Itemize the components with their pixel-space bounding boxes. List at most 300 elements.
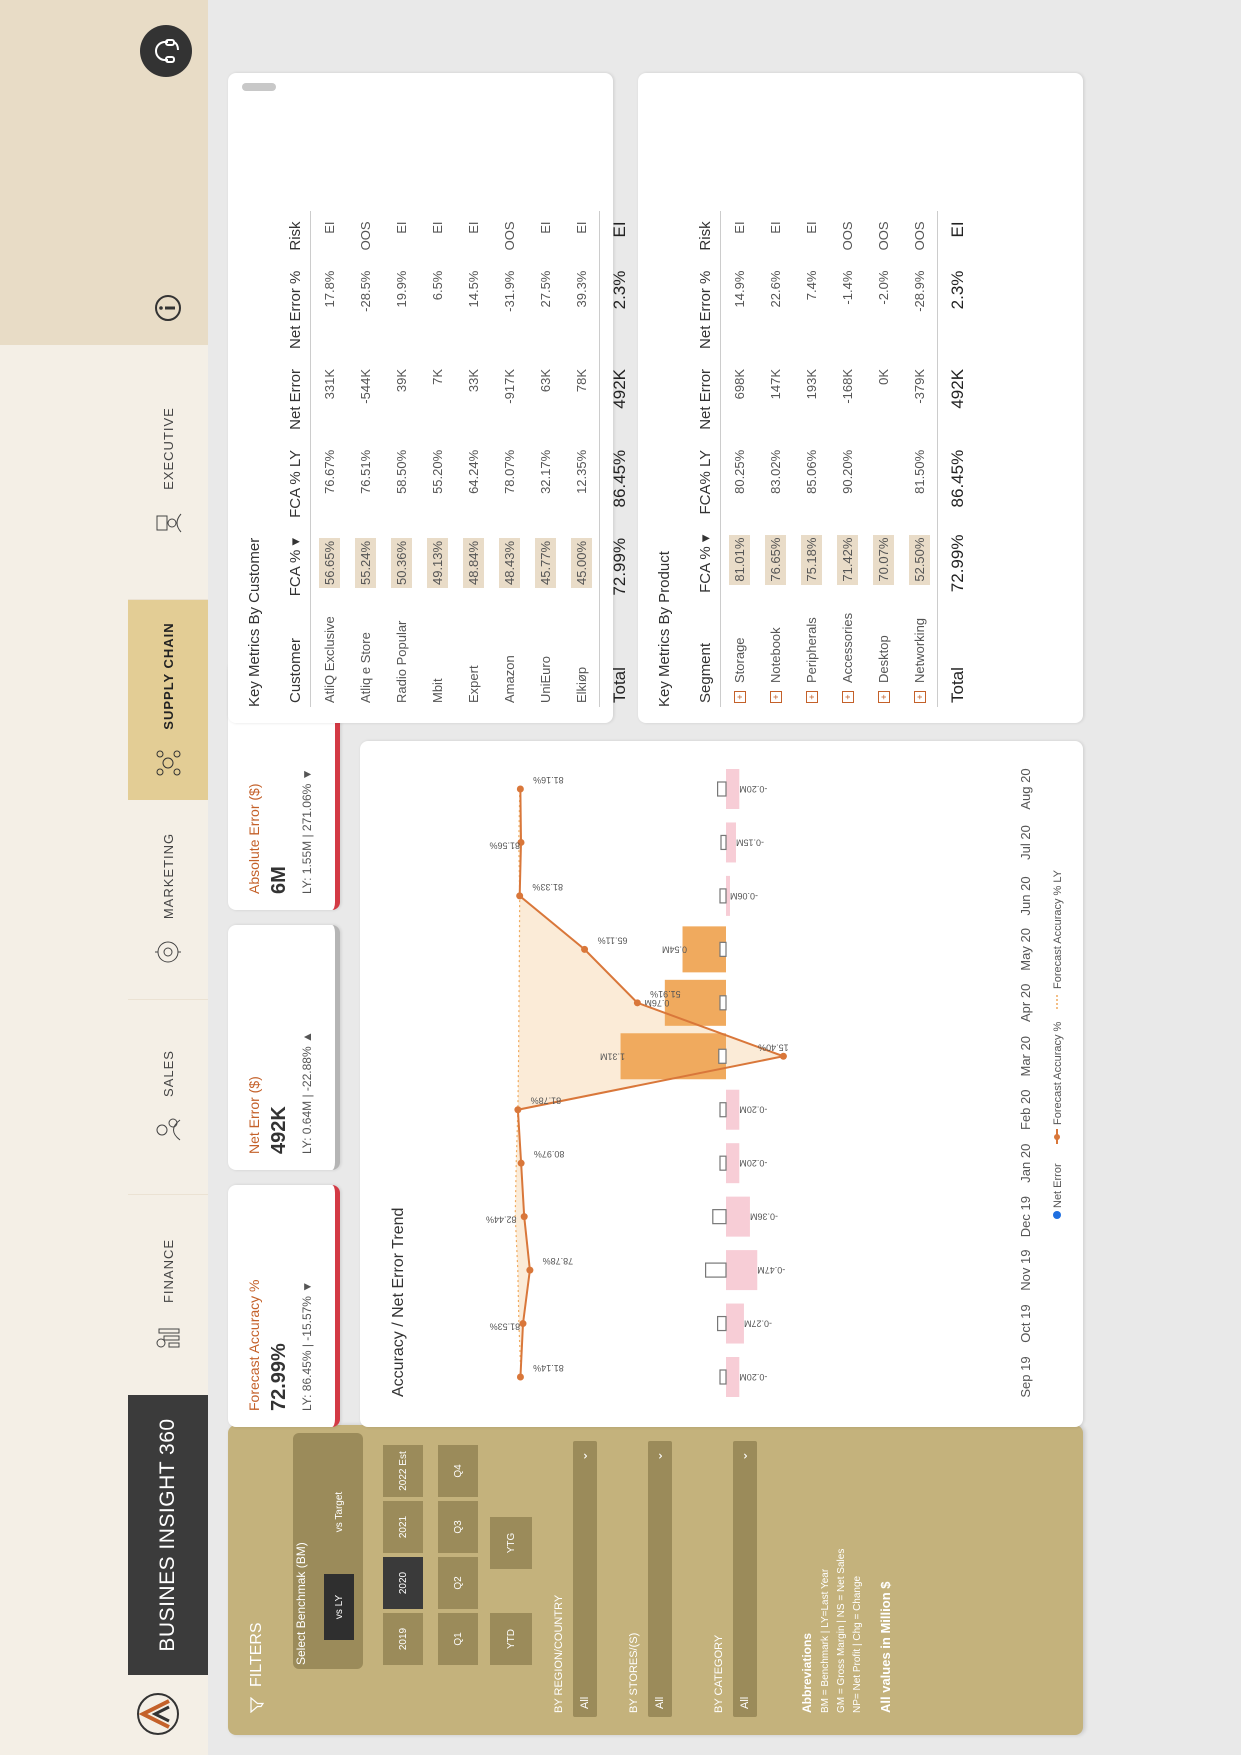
row-label xyxy=(419,606,455,707)
row-label xyxy=(491,606,527,707)
bar-data-label: -0.20M xyxy=(739,784,768,794)
cell-text: AtliQ Exclusive xyxy=(321,616,337,703)
table-cell: EI xyxy=(803,221,819,234)
bar-data-label: 1.31M xyxy=(600,1051,626,1062)
bar-data-label: -0.06M xyxy=(729,890,758,901)
cell-text: Notebook xyxy=(767,627,783,683)
table-cell: EI xyxy=(429,221,445,234)
accuracy-data-label: 81.33% xyxy=(532,881,563,892)
table-cell: 193K xyxy=(803,368,819,400)
table-cell: EI xyxy=(767,221,783,234)
table-cell: 85.06% xyxy=(803,449,819,494)
net-error-bar[interactable] xyxy=(726,1304,744,1344)
total-cell: Total xyxy=(600,606,641,707)
table-cell: OOS xyxy=(875,221,891,251)
chart-title: Accuracy / Net Error Trend xyxy=(390,1207,407,1397)
category-select[interactable] xyxy=(733,1441,757,1717)
quarter-q2[interactable]: Q2 xyxy=(438,1557,478,1609)
table-cell: 7.4% xyxy=(803,270,819,301)
ytg-button[interactable]: YTG xyxy=(490,1517,532,1569)
total-cell: 86.45% xyxy=(600,440,641,528)
column-header: Segment xyxy=(696,603,721,707)
accuracy-ly-data-label: 81.56% xyxy=(489,840,521,851)
table-row[interactable] xyxy=(383,211,419,707)
cell-text: 56.65% xyxy=(319,538,340,588)
customer-table-title: Key Metrics By Customer xyxy=(246,537,263,707)
stores-filter-label: BY STORES/(S) xyxy=(628,1632,640,1713)
table-row[interactable] xyxy=(527,211,563,707)
accuracy-point[interactable] xyxy=(517,786,524,793)
quarter-slicer xyxy=(438,1445,478,1665)
column-header: Net Error % xyxy=(286,261,311,359)
table-row[interactable] xyxy=(793,211,829,707)
fca-cell xyxy=(455,528,491,606)
net-error-bar[interactable] xyxy=(726,1197,750,1237)
cell-text: Storage xyxy=(731,637,747,683)
accuracy-data-label: 81.78% xyxy=(530,1095,562,1106)
column-header: Net Error xyxy=(696,359,721,440)
legend-accuracy-point-icon xyxy=(1054,1134,1060,1140)
x-tick-label: Jan 20 xyxy=(1018,1143,1033,1183)
bar-data-label: -0.27M xyxy=(743,1318,772,1329)
accuracy-point[interactable] xyxy=(518,1160,525,1167)
expand-icon[interactable]: + xyxy=(878,691,890,703)
accuracy-data-label: 65.11% xyxy=(597,935,628,946)
table-cell: 64.24% xyxy=(465,449,481,494)
fca-cell xyxy=(347,528,383,606)
category-filter-label: BY CATEGORY xyxy=(713,1634,725,1713)
table-cell: -168K xyxy=(839,368,855,404)
table-cell: EI xyxy=(537,221,553,234)
net-error-ly-marker xyxy=(720,1370,726,1384)
tab-supply-chain[interactable] xyxy=(128,599,208,800)
table-cell: 83.02% xyxy=(767,449,783,494)
table-cell: 78.07% xyxy=(501,449,517,494)
net-error-ly-marker xyxy=(720,1156,726,1170)
cell-text: 55.24% xyxy=(355,538,376,588)
filter-icon xyxy=(249,1697,265,1713)
table-cell: OOS xyxy=(839,221,855,251)
x-tick-label: Jun 20 xyxy=(1018,876,1033,916)
year-2021[interactable]: 2021 xyxy=(383,1501,423,1553)
fca-cell xyxy=(311,528,348,606)
year-slicer xyxy=(383,1445,423,1665)
x-tick-label: May 20 xyxy=(1018,928,1033,971)
table-row[interactable] xyxy=(311,211,348,707)
tab-executive[interactable] xyxy=(128,344,208,600)
table-cell: 78K xyxy=(573,368,589,393)
kpi-comparison: LY: 1.55M | 271.06% ▼ xyxy=(300,768,314,894)
chevron-down-icon: ⌄ xyxy=(736,1451,750,1462)
cell-text: 48.84% xyxy=(463,538,484,588)
net-error-bar[interactable] xyxy=(726,1250,757,1290)
accuracy-ly-data-label: 81.53% xyxy=(489,1321,521,1332)
total-cell: 492K xyxy=(938,359,979,440)
cell-text: Expert xyxy=(465,665,481,703)
tab-executive-label: EXECUTIVE xyxy=(160,407,176,490)
executive-icon xyxy=(153,508,183,538)
table-cell: -31.9% xyxy=(501,270,517,312)
net-error-bar[interactable] xyxy=(726,1143,739,1183)
x-tick-label: Feb 20 xyxy=(1018,1089,1033,1130)
total-row xyxy=(938,211,979,707)
ytd-button[interactable]: YTD xyxy=(490,1613,532,1665)
row-label xyxy=(829,603,865,707)
stores-select[interactable] xyxy=(648,1441,672,1717)
net-error-ly-marker xyxy=(720,1103,726,1117)
table-cell: 33K xyxy=(465,368,481,393)
table-row[interactable] xyxy=(455,211,491,707)
cell-text: Elkiøp xyxy=(573,666,589,703)
accuracy-data-label: 78.78% xyxy=(542,1256,574,1267)
table-cell: -917K xyxy=(501,368,517,404)
expand-icon[interactable]: + xyxy=(842,691,854,703)
cell-text: 45.77% xyxy=(535,538,556,588)
total-row xyxy=(600,211,641,707)
legend-accuracy: Forecast Accuracy % xyxy=(1052,1021,1064,1125)
table-row[interactable] xyxy=(901,211,938,707)
cell-text: Accessories xyxy=(839,612,855,683)
bar-data-label: 0.76M xyxy=(644,997,670,1008)
cell-text: 70.07% xyxy=(873,535,894,585)
column-header: FCA % LY xyxy=(286,440,311,528)
cell-text: 76.65% xyxy=(765,535,786,585)
sales-icon xyxy=(153,1115,183,1145)
product-metrics-card xyxy=(638,73,1083,723)
table-cell: 76.51% xyxy=(357,449,373,494)
filters-header xyxy=(248,1622,266,1713)
total-cell: EI xyxy=(938,211,979,260)
total-cell: 86.45% xyxy=(938,440,979,525)
row-label xyxy=(347,606,383,707)
abbreviations-line-1: BM = Benchmark | LY=Last Year xyxy=(820,1568,831,1713)
accuracy-data-label: 51.91% xyxy=(650,988,681,999)
cell-text: Amazon xyxy=(501,655,517,703)
accuracy-point[interactable] xyxy=(526,1267,533,1274)
row-label xyxy=(383,606,419,707)
table-cell: 39.3% xyxy=(573,270,589,308)
row-label xyxy=(793,603,829,707)
region-select[interactable] xyxy=(573,1441,597,1717)
bar-data-label: -0.20M xyxy=(739,1372,768,1382)
x-tick-label: Sep 19 xyxy=(1018,1356,1033,1398)
table-cell: -379K xyxy=(911,368,927,404)
table-row[interactable] xyxy=(491,211,527,707)
row-label xyxy=(865,603,901,707)
fca-cell xyxy=(491,528,527,606)
table-cell: -28.9% xyxy=(911,270,927,312)
x-tick-label: Oct 19 xyxy=(1018,1304,1033,1343)
quarter-q3[interactable]: Q3 xyxy=(438,1501,478,1553)
accuracy-point[interactable] xyxy=(514,1106,521,1113)
year-2019[interactable]: 2019 xyxy=(383,1613,423,1665)
table-cell: 22.6% xyxy=(767,270,783,308)
x-tick-label: Mar 20 xyxy=(1018,1036,1033,1077)
table-cell: EI xyxy=(393,221,409,234)
tab-finance-label: FINANCE xyxy=(160,1238,176,1304)
abbreviations-title: Abbreviations xyxy=(800,1632,814,1713)
row-label xyxy=(311,606,348,707)
column-header: Net Error xyxy=(286,359,311,440)
net-error-bar[interactable] xyxy=(726,1090,739,1130)
x-tick-label: Aug 20 xyxy=(1018,768,1033,810)
bar-data-label: -0.20M xyxy=(739,1104,768,1115)
product-metrics-table xyxy=(696,211,978,707)
table-cell: 14.9% xyxy=(731,270,747,308)
expand-icon[interactable]: + xyxy=(914,691,926,703)
values-note: All values in Million $ xyxy=(878,1581,893,1713)
table-cell: 7K xyxy=(429,368,445,385)
tab-finance[interactable] xyxy=(128,1194,208,1395)
table-cell: 58.50% xyxy=(393,449,409,494)
net-error-bar[interactable] xyxy=(726,769,739,809)
fca-cell xyxy=(901,525,938,603)
table-cell: 12.35% xyxy=(573,449,589,494)
column-header: Net Error % xyxy=(696,261,721,359)
bar-data-label: -0.15M xyxy=(735,837,764,848)
cell-text: 71.42% xyxy=(837,535,858,585)
kpi-title: Forecast Accuracy % xyxy=(246,1279,262,1411)
total-cell: 72.99% xyxy=(600,528,641,606)
cell-text: 52.50% xyxy=(909,535,930,585)
table-cell: 63K xyxy=(537,368,553,393)
table-cell: 698K xyxy=(731,368,747,400)
table-row[interactable] xyxy=(865,211,901,707)
top-navigation xyxy=(0,0,208,1755)
table-cell: OOS xyxy=(911,221,927,251)
table-row[interactable] xyxy=(419,211,455,707)
cell-text: Atliq e Store xyxy=(357,632,373,703)
cell-text: 49.13% xyxy=(427,538,448,588)
table-row[interactable] xyxy=(829,211,865,707)
benchmark-vs-target-button[interactable]: vs Target xyxy=(333,1491,345,1533)
net-error-bar[interactable] xyxy=(665,980,726,1026)
trend-chart[interactable] xyxy=(360,741,1083,1427)
kpi-title: Absolute Error ($) xyxy=(246,783,262,894)
year-2020[interactable]: 2020 xyxy=(383,1557,423,1609)
table-cell: 0K xyxy=(875,368,891,385)
tab-supply-chain-label: SUPPLY CHAIN xyxy=(160,622,176,730)
column-header: Risk xyxy=(696,211,721,260)
table-cell: 27.5% xyxy=(537,270,553,308)
cell-text: 50.36% xyxy=(391,538,412,588)
region-select-value: All xyxy=(579,1696,591,1709)
x-tick-label: Apr 20 xyxy=(1018,983,1033,1022)
accuracy-data-label: 81.14% xyxy=(533,1363,564,1373)
table-cell xyxy=(865,440,901,525)
table-cell: -1.4% xyxy=(839,270,855,305)
kpi-value: 72.99% xyxy=(268,1343,290,1411)
headset-icon xyxy=(151,36,181,66)
table-cell: EI xyxy=(731,221,747,234)
table-cell: -28.5% xyxy=(357,270,373,312)
table-cell: 147K xyxy=(767,368,783,400)
product-table-title: Key Metrics By Product xyxy=(656,551,673,707)
tab-sales-label: SALES xyxy=(160,1050,176,1097)
table-cell: 331K xyxy=(321,368,337,400)
legend-net-error-icon xyxy=(1053,1211,1061,1219)
abbreviations-line-2: GM = Gross Margin | NS = Net Sales xyxy=(836,1548,847,1713)
info-icon[interactable] xyxy=(151,291,185,325)
kpi-forecast-accuracy[interactable] xyxy=(228,1185,340,1427)
table-cell: 6.5% xyxy=(429,270,445,301)
ytd-slicer xyxy=(490,1517,532,1665)
fca-cell xyxy=(829,525,865,603)
x-tick-label: Dec 19 xyxy=(1018,1196,1033,1238)
tab-marketing[interactable] xyxy=(128,799,208,1000)
row-label xyxy=(527,606,563,707)
customer-metrics-card xyxy=(228,73,629,723)
net-error-ly-marker xyxy=(706,1263,726,1277)
net-error-ly-marker xyxy=(719,1049,726,1063)
accuracy-point[interactable] xyxy=(581,946,588,953)
abbreviations-line-3: NP= Net Profit | Chg = Change xyxy=(852,1575,863,1713)
accuracy-point[interactable] xyxy=(521,1213,528,1220)
kpi-net-error[interactable] xyxy=(228,925,340,1170)
x-tick-label: Jul 20 xyxy=(1018,825,1033,860)
net-error-bar[interactable] xyxy=(726,1357,739,1397)
accuracy-net-error-trend-card xyxy=(360,741,1083,1427)
support-button[interactable] xyxy=(140,25,192,77)
legend-accuracy-ly: Forecast Accuracy % LY xyxy=(1052,869,1064,989)
fca-cell xyxy=(757,525,793,603)
bar-data-label: -0.20M xyxy=(739,1158,768,1169)
row-label xyxy=(901,603,938,707)
bar-data-label: -0.36M xyxy=(749,1211,778,1222)
benchmark-vs-ly-button[interactable]: vs LY xyxy=(324,1574,354,1640)
table-cell: 81.50% xyxy=(911,449,927,494)
table-cell: 14.5% xyxy=(465,270,481,308)
chevron-down-icon: ⌄ xyxy=(651,1451,665,1462)
scrollbar-thumb[interactable] xyxy=(242,83,276,91)
table-cell: EI xyxy=(573,221,589,234)
kpi-comparison: LY: 0.64M | -22.88% ▲ xyxy=(300,1031,314,1154)
quarter-q4[interactable]: Q4 xyxy=(438,1445,478,1497)
net-error-bar[interactable] xyxy=(726,822,736,862)
bar-data-label: -0.47M xyxy=(757,1265,786,1276)
net-error-ly-marker xyxy=(718,1317,726,1331)
kpi-comparison: LY: 86.45% | -15.57% ▼ xyxy=(300,1280,314,1411)
table-cell: EI xyxy=(321,221,337,234)
bar-data-label: 0.54M xyxy=(662,944,688,955)
stores-select-value: All xyxy=(654,1696,666,1709)
fca-cell xyxy=(563,528,600,606)
cell-text: Mbit xyxy=(429,678,445,703)
atliq-logo-icon xyxy=(135,1691,181,1737)
table-cell: 17.8% xyxy=(321,270,337,308)
fca-cell xyxy=(721,525,758,603)
customer-metrics-table xyxy=(286,211,640,707)
kpi-value: 492K xyxy=(268,1106,290,1154)
expand-icon[interactable]: + xyxy=(770,691,782,703)
filters-title: FILTERS xyxy=(248,1622,265,1687)
total-cell: 2.3% xyxy=(600,261,641,359)
table-row[interactable] xyxy=(757,211,793,707)
net-error-ly-marker xyxy=(718,782,726,796)
net-error-ly-marker xyxy=(720,942,726,956)
chevron-down-icon: ⌄ xyxy=(576,1451,590,1462)
accuracy-point[interactable] xyxy=(780,1053,787,1060)
table-cell: 39K xyxy=(393,368,409,393)
column-header: Risk xyxy=(286,211,311,260)
cell-text: UniEuro xyxy=(537,656,553,703)
marketing-icon xyxy=(153,937,183,967)
accuracy-data-label: 15.40% xyxy=(758,1042,789,1053)
column-header[interactable]: FCA % ▾ xyxy=(286,528,311,606)
table-cell: EI xyxy=(465,221,481,234)
table-cell: 76.67% xyxy=(321,449,337,494)
total-cell: 2.3% xyxy=(938,261,979,359)
benchmark-label: Select Benchmak (BM) xyxy=(294,1542,308,1665)
net-error-bar[interactable] xyxy=(621,1033,726,1079)
cell-text: Peripherals xyxy=(803,617,819,683)
table-cell: OOS xyxy=(501,221,517,251)
cell-text: Radio Popular xyxy=(393,620,409,703)
table-cell: 19.9% xyxy=(393,270,409,308)
net-error-ly-marker xyxy=(713,1210,726,1224)
fca-cell xyxy=(419,528,455,606)
table-cell: 32.17% xyxy=(537,449,553,494)
app-logo xyxy=(0,1675,128,1755)
column-header: FCA% LY xyxy=(696,440,721,525)
x-tick-label: Nov 19 xyxy=(1018,1249,1033,1291)
finance-icon xyxy=(153,1321,183,1351)
net-error-ly-marker xyxy=(720,996,726,1010)
app-title: BUSINES INSIGHT 360 xyxy=(128,1395,208,1675)
expand-icon[interactable]: + xyxy=(806,691,818,703)
category-select-value: All xyxy=(739,1696,751,1709)
total-cell: 492K xyxy=(600,359,641,440)
accuracy-ly-data-label: 82.44% xyxy=(485,1214,517,1225)
column-header[interactable]: FCA % ▾ xyxy=(696,525,721,603)
accuracy-point[interactable] xyxy=(517,1374,524,1381)
accuracy-point[interactable] xyxy=(634,999,641,1006)
table-row[interactable] xyxy=(563,211,600,707)
table-cell: OOS xyxy=(357,221,373,251)
fca-cell xyxy=(383,528,419,606)
filter-panel xyxy=(228,1425,1083,1735)
total-cell: EI xyxy=(600,211,641,260)
cell-text: 45.00% xyxy=(571,538,592,588)
table-row[interactable] xyxy=(347,211,383,707)
table-cell: -544K xyxy=(357,368,373,404)
cell-text: Networking xyxy=(911,617,927,683)
legend-net-error: Net Error xyxy=(1052,1163,1064,1208)
cell-text: 48.43% xyxy=(499,538,520,588)
cell-text: 81.01% xyxy=(729,535,750,585)
net-error-ly-marker xyxy=(720,889,726,903)
tab-sales[interactable] xyxy=(128,999,208,1195)
year-2022-est[interactable]: 2022 Est xyxy=(383,1445,423,1497)
accuracy-data-label: 80.97% xyxy=(533,1149,565,1160)
fca-cell xyxy=(793,525,829,603)
expand-icon[interactable]: + xyxy=(734,691,746,703)
quarter-q1[interactable]: Q1 xyxy=(438,1613,478,1665)
table-cell: -2.0% xyxy=(875,270,891,305)
column-header: Customer xyxy=(286,606,311,707)
total-cell: 72.99% xyxy=(938,525,979,603)
supply-chain-icon xyxy=(153,748,183,778)
total-cell: Total xyxy=(938,603,979,707)
accuracy-data-label: 81.16% xyxy=(533,775,564,785)
table-cell: 90.20% xyxy=(839,449,855,494)
table-cell: 80.25% xyxy=(731,449,747,494)
row-label xyxy=(757,603,793,707)
kpi-title: Net Error ($) xyxy=(246,1076,262,1154)
accuracy-point[interactable] xyxy=(516,892,523,899)
table-row[interactable] xyxy=(721,211,758,707)
cell-text: Desktop xyxy=(875,635,891,683)
